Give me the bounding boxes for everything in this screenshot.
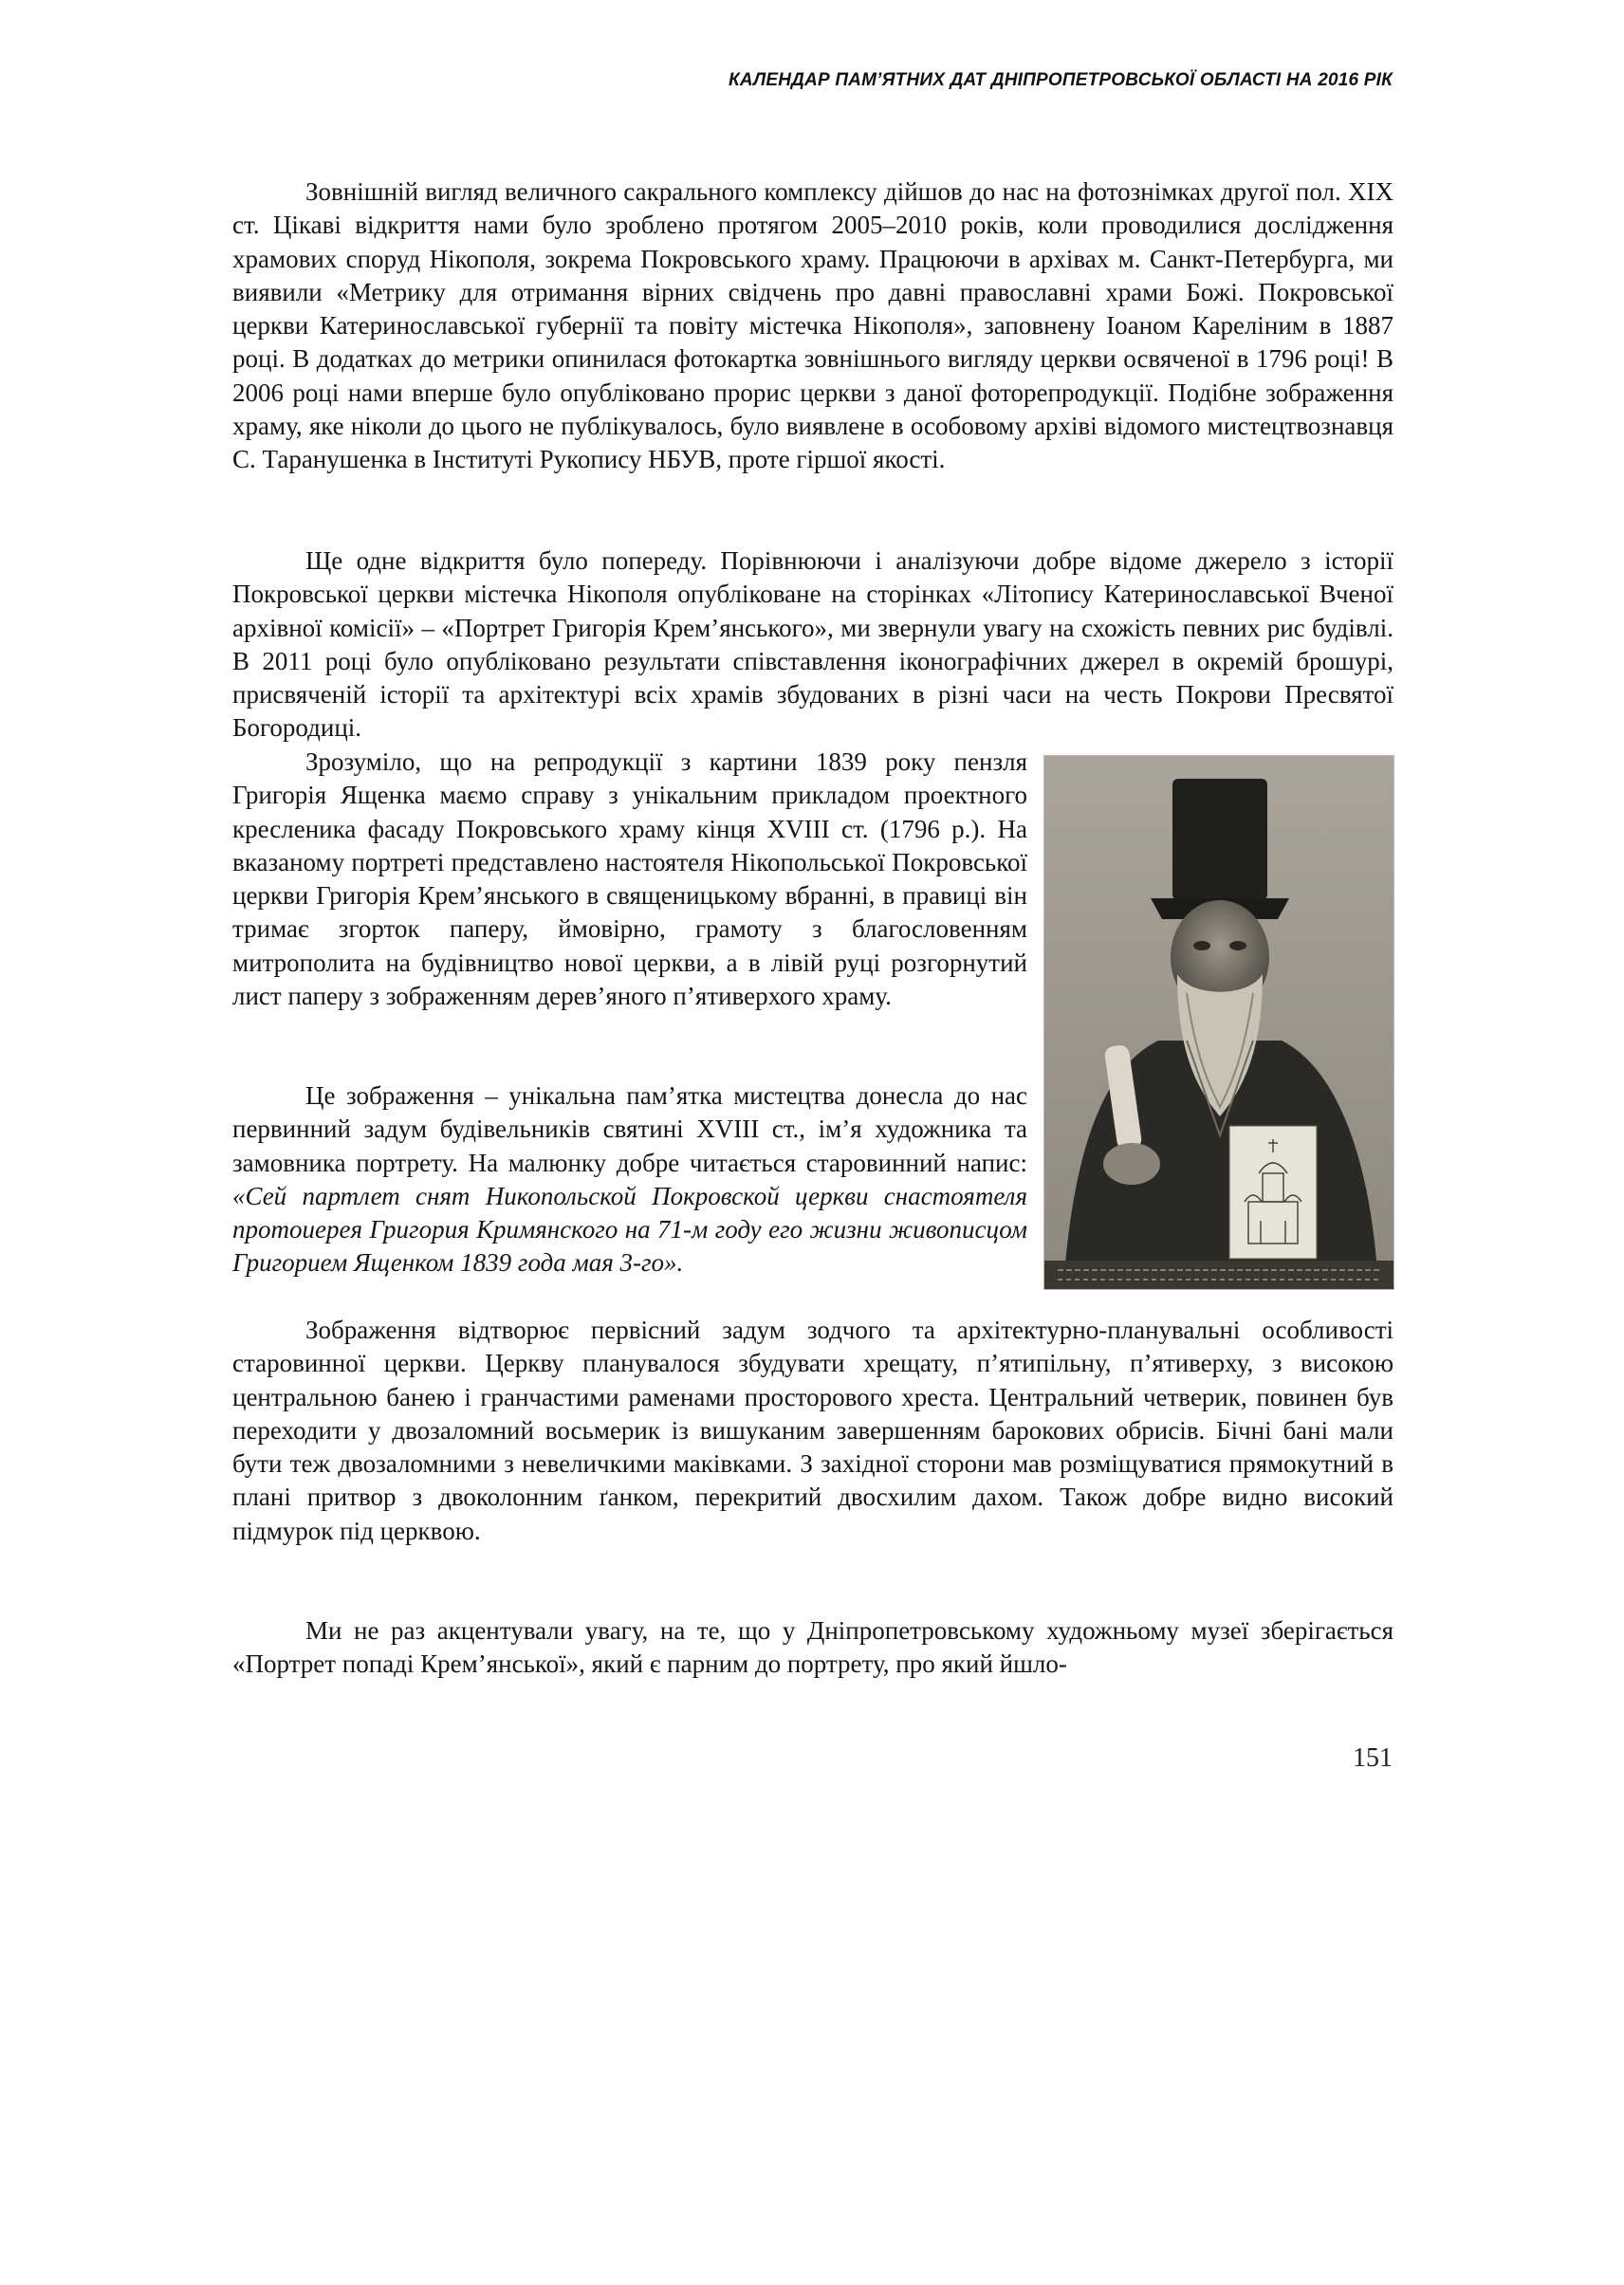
portrait-engraving-icon xyxy=(1044,756,1393,1289)
paragraph-text: Зображення відтворює первісний задум зодчого та архітектурно-планувальні особливості старовинної церкви. Церкву планувалося збудувати хрещату, п’ятипільну, п’ятиверху, з високою центральною банею і гранчастими раменами просторового хреста. Центральний четверик, повинен був переходити у двозаломний восьмерик із вишуканим завершенням барокових обрисів. Бічні бані мали бути теж двозаломними з невеличкими маківками. З західної сторони мав розміщуватися прямокутний в плані притвор з двоколонним ґанком, перекритий двосхилим дахом. Також добре видно високий підмурок під церквою. xyxy=(232,1316,1393,1545)
page-number: 151 xyxy=(1353,1743,1393,1773)
paragraph-4 xyxy=(232,1079,1027,1281)
paragraph-text: Зрозуміло, що на репродукції з картини 1839 року пензля Григорія Ященка маємо справу з унікальним прикладом проектного кресленика фасаду Покровського храму кінця XVIII ст. (1796 р.). На вказаному портреті представлено настоятеля Нікопольської Покровської церкви Григорія Крем’янського в священицькому вбранні, в правиці він тримає згорток паперу, ймовірно, грамоту з благословенням митрополита на будівництво нової церкви, а в лівій руці розгорнутий лист паперу з зображенням дерев’яного п’ятиверхого храму. xyxy=(232,747,1027,1011)
paragraph-1 xyxy=(232,175,1393,477)
paragraph-plain-text: Це зображення – унікальна пам’ятка мистецтва донесла до нас первинний задум будівельників святині XVIII ст., ім’я художника та замовника портрету. На малюнку добре читається старовинний напис: xyxy=(232,1081,1027,1177)
paragraph-text: Ще одне відкриття було попереду. Порівнюючи і аналізуючи добре відоме джерело з історії Покровської церкви містечка Нікополя опубліковане на сторінках «Літопису Катеринославської Вченої архівної комісії» – «Портрет Григорія Крем’янського», ми звернули увагу на схожість певних рис будівлі. В 2011 році було опубліковано результати співставлення іконографічних джерел в окремій брошурі, присвяченій історії та архітектурі всіх храмів збудованих в різні часи на честь Покрови Пресвятої Богородиці. xyxy=(232,546,1393,743)
running-header: КАЛЕНДАР ПАМ’ЯТНИХ ДАТ ДНІПРОПЕТРОВСЬКОЇ ОБЛАСТІ НА 2016 РІК xyxy=(729,70,1393,90)
paragraph-text: Зовнішній вигляд величного сакрального комплексу дійшов до нас на фотознімках другої пол. XIX ст. Цікаві відкриття нами було зроблено протягом 2005–2010 років, коли проводилися дослідження храмових споруд Нікополя, зокрема Покровського храму. Працюючи в архівах м. Санкт-Петербурга, ми виявили «Метрику для отримання вірних свідчень про давні православні храми Божі. Покровської церкви Катеринославської губернії та повіту містечка Нікополя», заповнену Іоаном Кареліним в 1887 році. В додатках до метрики опинилася фотокартка зовнішнього вигляду церкви освяченої в 1796 році! В 2006 році нами вперше було опубліковано прорис церкви з даної фоторепродукції. Подібне зображення храму, яке ніколи до цього не публікувалось, було виявлене в особовому архіві відомого мистецтвознавця С. Таранушенка в Інституті Рукопису НБУВ, проте гіршої якості. xyxy=(232,177,1393,474)
paragraph-3 xyxy=(232,746,1027,1013)
portrait-figure xyxy=(1043,755,1394,1290)
paragraph-text xyxy=(232,1079,1027,1281)
paragraph-2 xyxy=(232,544,1393,746)
inscription-quote: «Сей партлет снят Никопольской Покровской церкви снастоятеля протоиерея Григория Кримянского на 71-м году его жизни живописцом Григорием Ященком 1839 года мая 3-го». xyxy=(232,1181,1027,1278)
paragraph-5 xyxy=(232,1314,1393,1548)
paragraph-6 xyxy=(232,1614,1393,1682)
paragraph-text: Ми не раз акцентували увагу, на те, що у Дніпропетровському художньому музеї зберігається «Портрет попаді Крем’янської», який є парним до портрету, про який йшло- xyxy=(232,1616,1393,1679)
